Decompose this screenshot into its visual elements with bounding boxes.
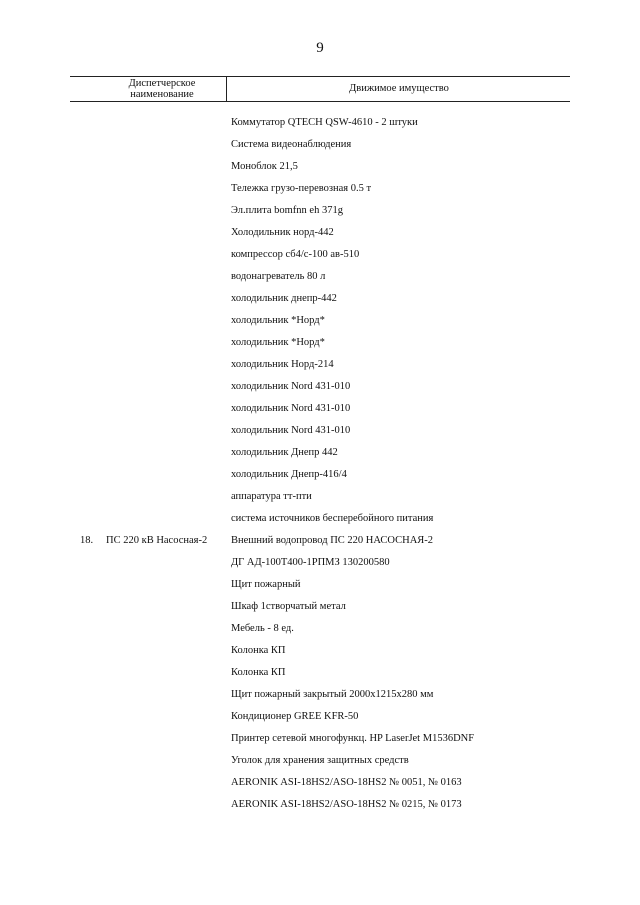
list-item: ДГ АД-100Т400-1РПМЗ 130200580 [231,557,390,568]
list-item: холодильник *Норд* [231,337,325,348]
list-item: холодильник Nord 431-010 [231,425,351,436]
list-item: Кондиционер GREE KFR-50 [231,711,359,722]
column-header-movable-property: Движимое имущество [349,83,449,94]
header-column-divider [226,76,227,101]
list-item: Щит пожарный [231,579,301,590]
row-number: 18. [80,535,94,546]
list-item: холодильник Днепр-416/4 [231,469,347,480]
list-item: Внешний водопровод ПС 220 НАСОСНАЯ-2 [231,535,434,546]
page-number: 9 [316,40,324,56]
list-item: аппаратура тт-пти [231,491,312,502]
list-item: Коммутатор QTECH QSW-4610 - 2 штуки [231,117,418,128]
list-item: Принтер сетевой многофункц. HP LaserJet M1536DNF [231,733,475,744]
list-item: холодильник днепр-442 [231,293,337,304]
row-dispatch-name: ПС 220 кВ Насосная-2 [106,535,208,546]
list-item: холодильник *Норд* [231,315,325,326]
list-item: Эл.плита bomfnn eh 371g [231,205,343,216]
table-header-bottom-rule [70,101,570,102]
list-item: система источников бесперебойного питания [231,513,434,524]
list-item: Мебель - 8 ед. [231,623,294,634]
movable-property-list [231,112,474,816]
list-item: Моноблок 21,5 [231,161,298,172]
list-item: Система видеонаблюдения [231,139,352,150]
list-item: Колонка КП [231,645,286,656]
list-item: AERONIK ASI-18HS2/ASO-18HS2 № 0051, № 0163 [231,777,462,788]
list-item: Тележка грузо-перевозная 0.5 т [231,183,372,194]
list-item: Холодильник норд-442 [231,227,334,238]
list-item: холодильник Nord 431-010 [231,381,351,392]
list-item: водонагреватель 80 л [231,271,326,282]
list-item: AERONIK ASI-18HS2/ASO-18HS2 № 0215, № 0173 [231,799,462,810]
table-top-rule [70,76,570,77]
column-header-dispatch-name: Диспетчерское наименование [128,78,196,100]
list-item: холодильник Nord 431-010 [231,403,351,414]
list-item: холодильник Днепр 442 [231,447,338,458]
list-item: Шкаф 1створчатый метал [231,601,346,612]
list-item: компрессор сб4/с-100 ав-510 [231,249,360,260]
list-item: Щит пожарный закрытый 2000х1215х280 мм [231,689,434,700]
list-item: Уголок для хранения защитных средств [231,755,409,766]
list-item: Колонка КП [231,667,286,678]
list-item: холодильник Норд-214 [231,359,334,370]
